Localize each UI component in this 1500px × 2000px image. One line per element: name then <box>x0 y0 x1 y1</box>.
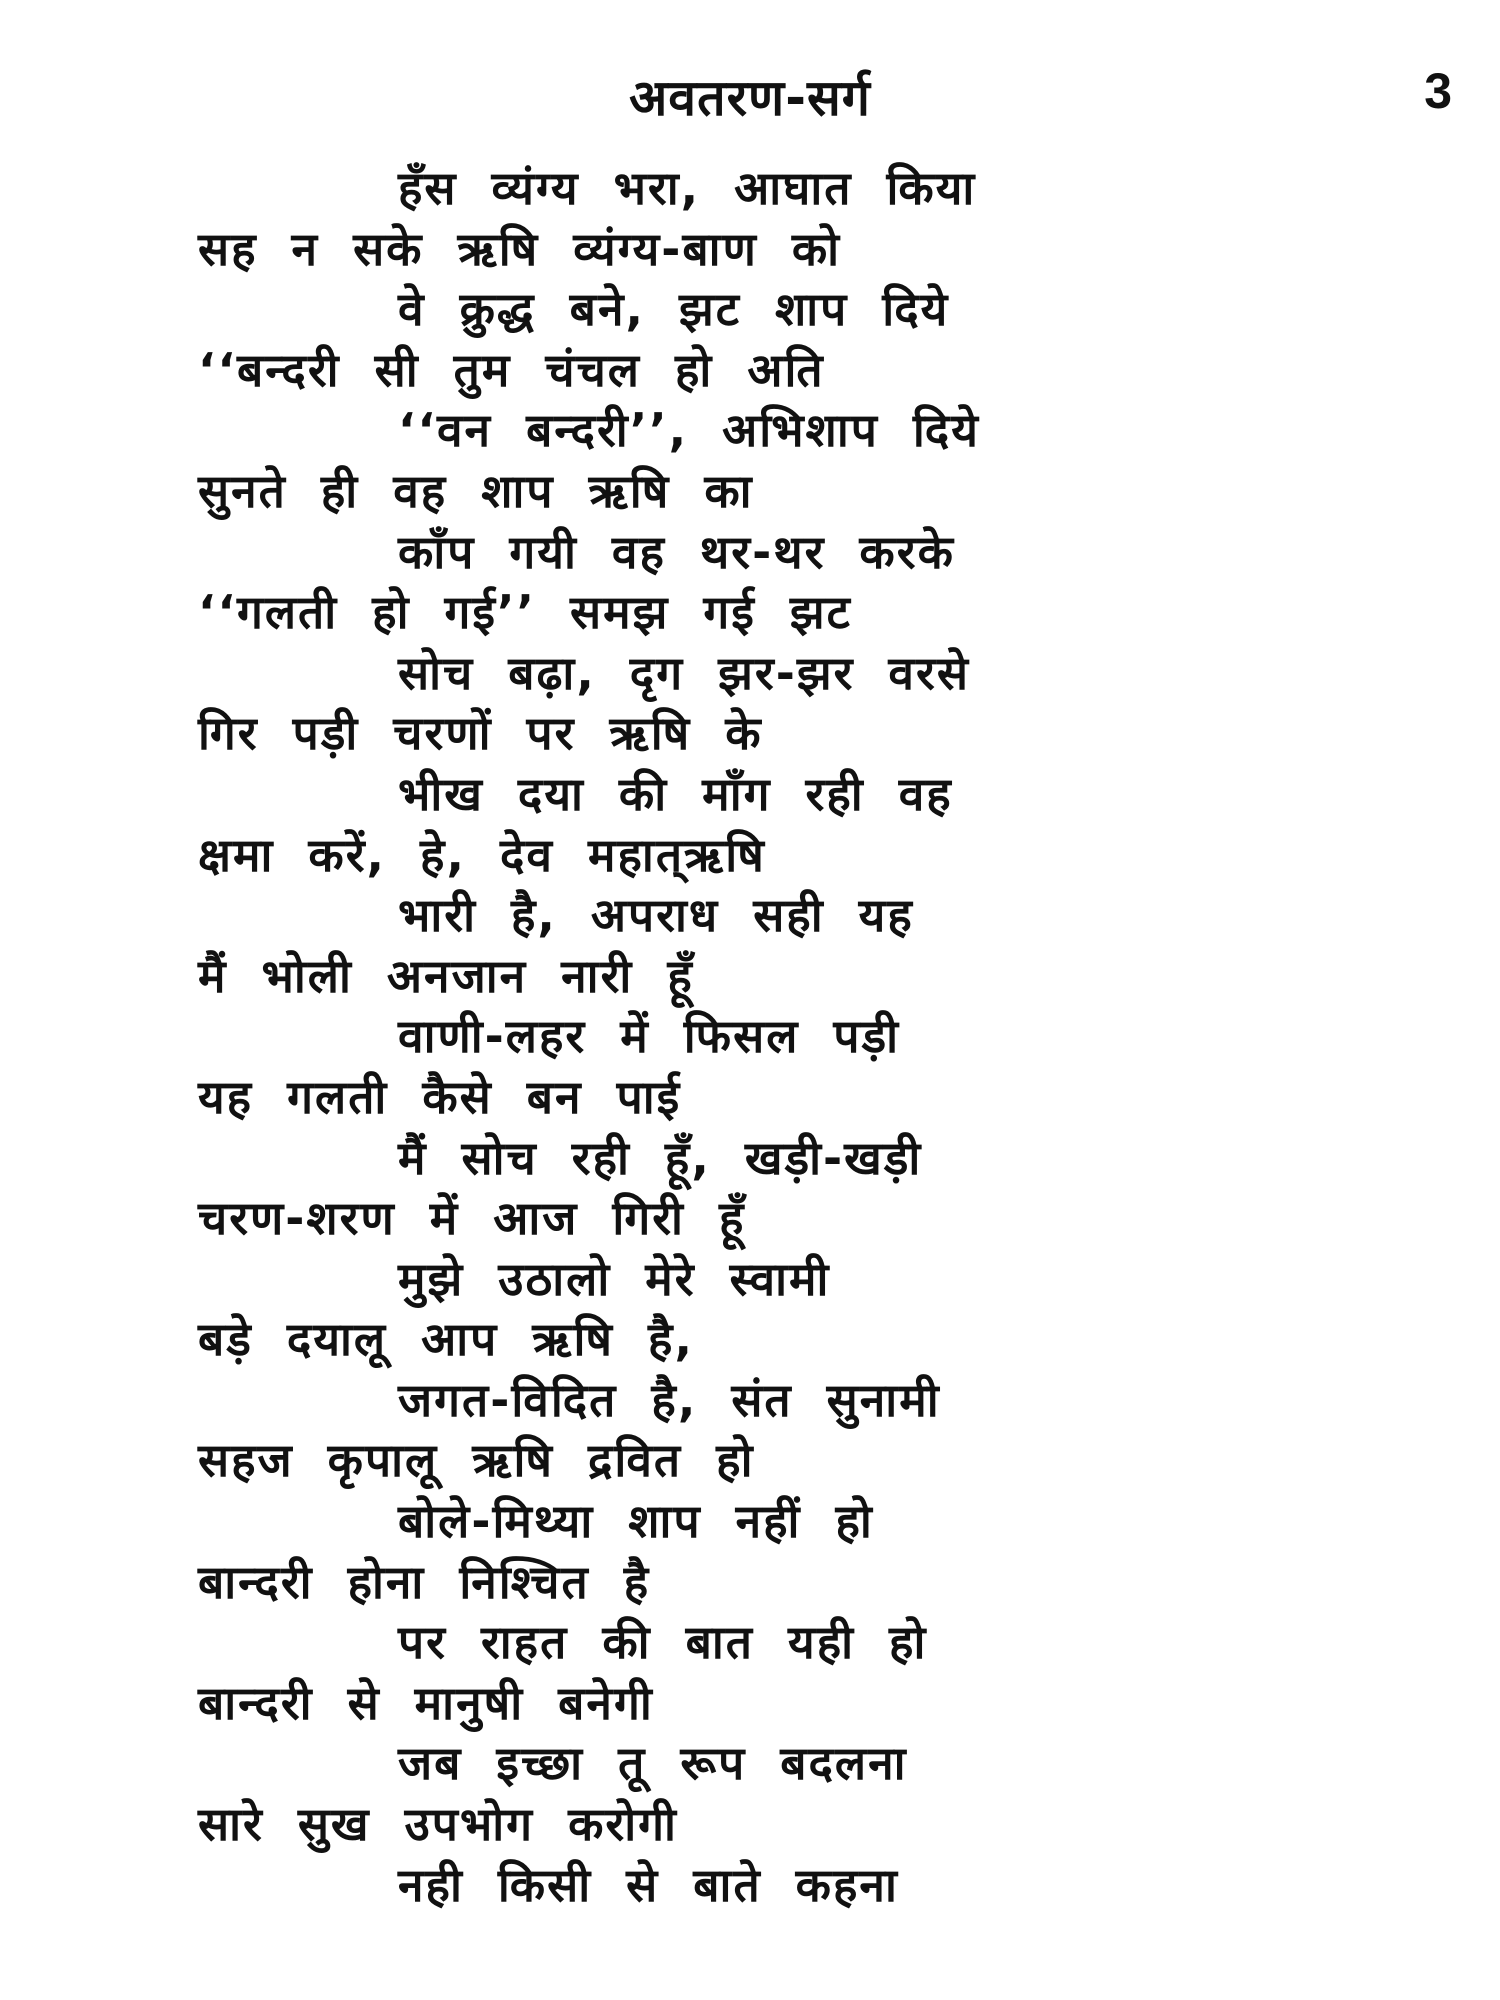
poem-line: भीख दया की माँग रही वह <box>398 766 953 821</box>
poem-line: काँप गयी वह थर-थर करके <box>398 524 955 579</box>
poem-line: सारे सुख उपभोग करोगी <box>198 1797 678 1852</box>
poem-line: सुनते ही वह शाप ऋषि का <box>198 463 754 518</box>
poem-line: भारी है, अपराध सही यह <box>398 888 914 943</box>
poem-line: जगत-विदित है, संत सुनामी <box>398 1372 941 1427</box>
poem-line: यह गलती कैसे बन पाई <box>198 1069 682 1124</box>
poem-line: सोच बढ़ा, दृग झर-झर वरसे <box>398 645 970 700</box>
poem <box>0 158 1500 1915</box>
poem-line: गिर पड़ी चरणों पर ऋषि के <box>198 706 763 761</box>
running-title: अवतरण-सर्ग <box>629 69 871 127</box>
poem-line: मुझे उठालो मेरे स्वामी <box>398 1251 831 1306</box>
poem-line: जब इच्छा तू रूप बदलना <box>398 1736 908 1791</box>
poem-line: हँस व्यंग्य भरा, आघात किया <box>398 161 977 215</box>
poem-line: ‘‘बन्दरी सी तुम चंचल हो अति <box>198 342 825 397</box>
poem-line: चरण-शरण में आज गिरी हूँ <box>198 1191 746 1246</box>
poem-line: वाणी-लहर में फिसल पड़ी <box>398 1009 901 1064</box>
poem-line: मैं भोली अनजान नारी हूँ <box>198 948 694 1003</box>
poem-line: सह न सके ऋषि व्यंग्य-बाण को <box>198 221 842 276</box>
page-number: 3 <box>1424 63 1452 119</box>
poem-line: ‘‘वन बन्दरी’’, अभिशाप दिये <box>398 403 980 458</box>
poem-line: बान्दरी होना निश्चित है <box>198 1554 651 1609</box>
poem-line: पर राहत की बात यही हो <box>398 1615 928 1670</box>
poem-line: ‘‘गलती हो गई’’ समझ गई झट <box>198 585 852 640</box>
poem-line: नही किसी से बाते कहना <box>398 1857 899 1912</box>
poem-line: बोले-मिथ्या शाप नहीं हो <box>398 1494 874 1549</box>
poem-line: बान्दरी से मानुषी बनेगी <box>198 1675 654 1730</box>
poem-line: मैं सोच रही हूँ, खड़ी-खड़ी <box>398 1130 923 1185</box>
poem-line: क्षमा करें, हे, देव महात्ऋषि <box>198 827 766 882</box>
poem-line: बड़े दयालू आप ऋषि है, <box>198 1312 694 1367</box>
poem-line: सहज कृपालू ऋषि द्रवित हो <box>198 1433 755 1488</box>
poem-line: वे क्रुद्ध बने, झट शाप दिये <box>398 282 950 337</box>
